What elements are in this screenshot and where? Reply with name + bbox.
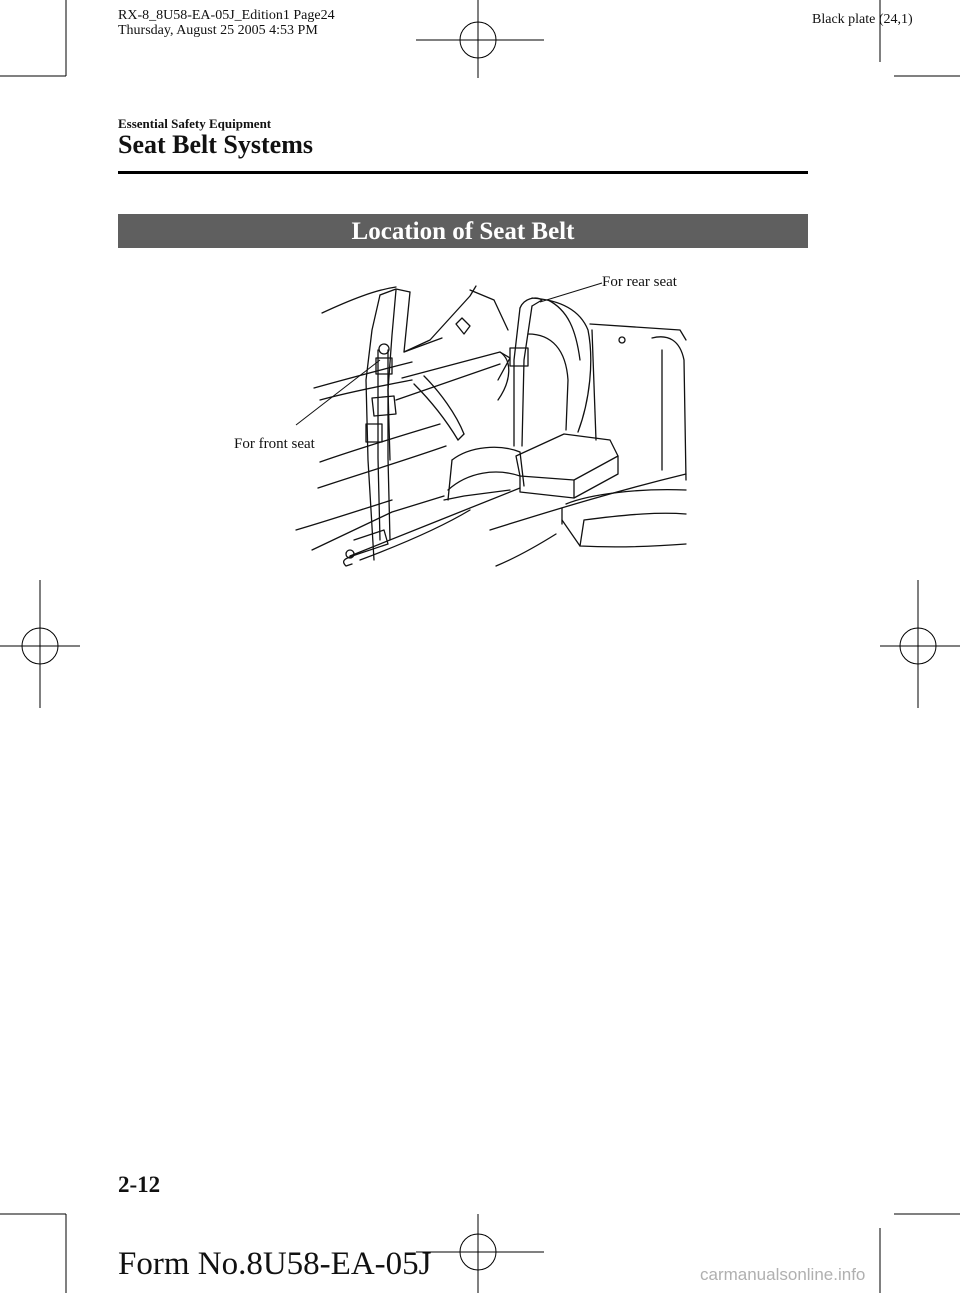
rear-seat-leader-line bbox=[540, 283, 602, 302]
watermark: carmanualsonline.info bbox=[700, 1265, 866, 1284]
callout-front-seat: For front seat bbox=[234, 436, 315, 452]
callout-rear-seat: For rear seat bbox=[602, 274, 677, 290]
section-label: Essential Safety Equipment bbox=[118, 116, 272, 131]
page-number: 2-12 bbox=[118, 1172, 161, 1197]
print-info-date: Thursday, August 25 2005 4:53 PM bbox=[118, 23, 318, 38]
print-info-file: RX-8_8U58-EA-05J_Edition1 Page24 bbox=[118, 8, 335, 23]
page-title: Seat Belt Systems bbox=[118, 130, 313, 159]
seat-belt-illustration bbox=[0, 0, 960, 600]
topic-banner: Location of Seat Belt bbox=[118, 214, 808, 248]
plate-label: Black plate (24,1) bbox=[812, 12, 913, 27]
form-number: Form No.8U58-EA-05J bbox=[118, 1246, 432, 1282]
